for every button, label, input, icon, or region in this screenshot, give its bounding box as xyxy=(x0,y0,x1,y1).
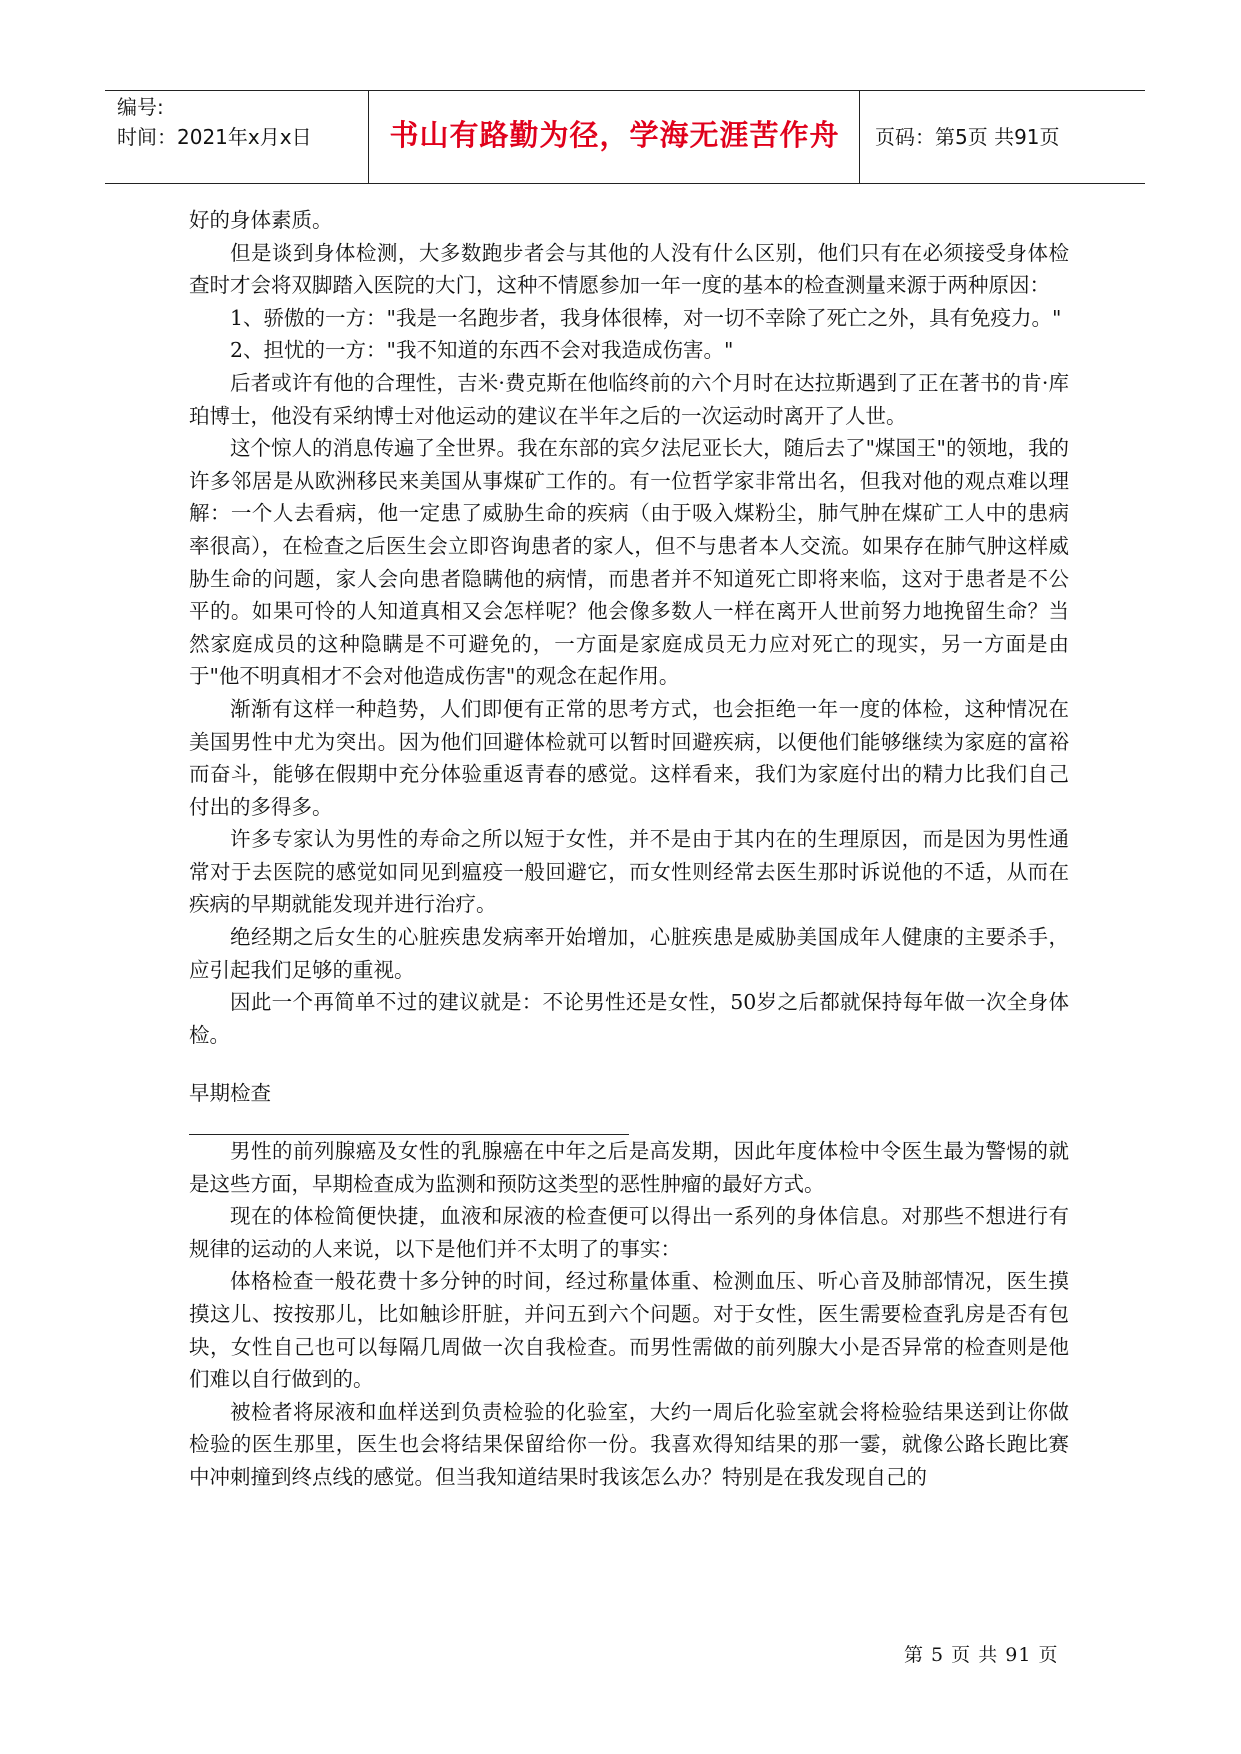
page-footer: 第 5 页 共 91 页 xyxy=(904,1644,1059,1666)
paragraph: 1、骄傲的一方："我是一名跑步者，我身体很棒，对一切不幸除了死亡之外，具有免疫力。" xyxy=(230,305,1062,330)
paragraph: 渐渐有这样一种趋势，人们即便有正常的思考方式，也会拒绝一年一度的体检，这种情况在美国男性中尤为突出。因为他们回避体检就可以暂时回避疾病，以便他们能够继续为家庭的富裕而奋斗，能够在假期中充分体验重返青春的感觉。这样看来，我们为家庭付出的精力比我们自己付出的多得多。 xyxy=(189,696,1069,819)
document-body xyxy=(189,204,1069,1494)
paragraph: 但是谈到身体检测，大多数跑步者会与其他的人没有什么区别，他们只有在必须接受身体检查时才会将双脚踏入医院的大门，这种不情愿参加一年一度的基本的检查测量来源于两种原因： xyxy=(189,240,1069,298)
paragraph: 因此一个再简单不过的建议就是：不论男性还是女性，50岁之后都就保持每年做一次全身体检。 xyxy=(189,990,1069,1047)
paragraph: 许多专家认为男性的寿命之所以短于女性，并不是由于其内在的生理原因，而是因为男性通常对于去医院的感觉如同见到瘟疫一般回避它，而女性则经常去医生那时诉说他的不适，从而在疾病的早期就能发现并进行治疗。 xyxy=(189,827,1069,917)
paragraph: 现在的体检简便快捷，血液和尿液的检查便可以得出一系列的身体信息。对那些不想进行有规律的运动的人来说，以下是他们并不太明了的事实： xyxy=(189,1204,1069,1261)
paragraph: 后者或许有他的合理性，吉米·费克斯在他临终前的六个月时在达拉斯遇到了正在著书的肯·库珀博士，他没有采纳博士对他运动的建议在半年之后的一次运动时离开了人世。 xyxy=(189,370,1069,428)
paragraph: 被检者将尿液和血样送到负责检验的化验室，大约一周后化验室就会将检验结果送到让你做检验的医生那里，医生也会将结果保留给你一份。我喜欢得知结果的那一霎，就像公路长跑比赛中冲刺撞到终点线的感觉。但当我知道结果时我该怎么办？特别是在我发现自己的 xyxy=(189,1399,1069,1489)
header-motto: 书山有路勤为径，学海无涯苦作舟 xyxy=(389,118,840,152)
header-divider xyxy=(368,91,369,183)
paragraph: 体格检查一般花费十多分钟的时间，经过称量体重、检测血压、听心音及肺部情况，医生摸摸这儿、按按那儿，比如触诊肝脏，并问五到六个问题。对于女性，医生需要检查乳房是否有包块，女性自己也可以每隔几周做一次自我检查。而男性需做的前列腺大小是否异常的检查则是他们难以自行做到的。 xyxy=(189,1269,1069,1392)
page-header xyxy=(105,90,1145,184)
paragraph: 这个惊人的消息传遍了全世界。我在东部的宾夕法尼亚长大，随后去了"煤国王"的领地，我的许多邻居是从欧洲移民来美国从事煤矿工作的。有一位哲学家非常出名，但我对他的观点难以理解：一个人去看病，他一定患了威胁生命的疾病（由于吸入煤粉尘，肺气肿在煤矿工人中的患病率很高），在检查之后医生会立即咨询患者的家人，但不与患者本人交流。如果存在肺气肿这样威胁生命的问题，家人会向患者隐瞒他的病情，而患者并不知道死亡即将来临，这对于患者是不公平的。如果可怜的人知道真相又会怎样呢？他会像多数人一样在离开人世前努力地挽留生命？当然家庭成员的这种隐瞒是不可避免的，一方面是家庭成员无力应对死亡的现实，另一方面是由于"他不明真相才不会对他造成伤害"的观念在起作用。 xyxy=(189,436,1069,689)
document-number-label: 编号: xyxy=(117,95,164,119)
paragraph: 好的身体素质。 xyxy=(189,208,333,232)
paragraph: 男性的前列腺癌及女性的乳腺癌在中年之后是高发期，因此年度体检中令医生最为警惕的就是这些方面，早期检查成为监测和预防这类型的恶性肿瘤的最好方式。 xyxy=(189,1139,1069,1196)
header-page-indicator: 页码：第5页 共91页 xyxy=(875,125,1060,149)
document-time-label: 时间：2021年x月x日 xyxy=(117,125,312,149)
header-meta xyxy=(117,91,362,183)
section-title: 早期检查 xyxy=(189,1081,271,1106)
paragraph: 绝经期之后女生的心脏疾患发病率开始增加，心脏疾患是威胁美国成年人健康的主要杀手，应引起我们足够的重视。 xyxy=(189,925,1069,982)
paragraph: 2、担忧的一方："我不知道的东西不会对我造成伤害。" xyxy=(230,338,734,363)
header-divider xyxy=(859,91,860,183)
